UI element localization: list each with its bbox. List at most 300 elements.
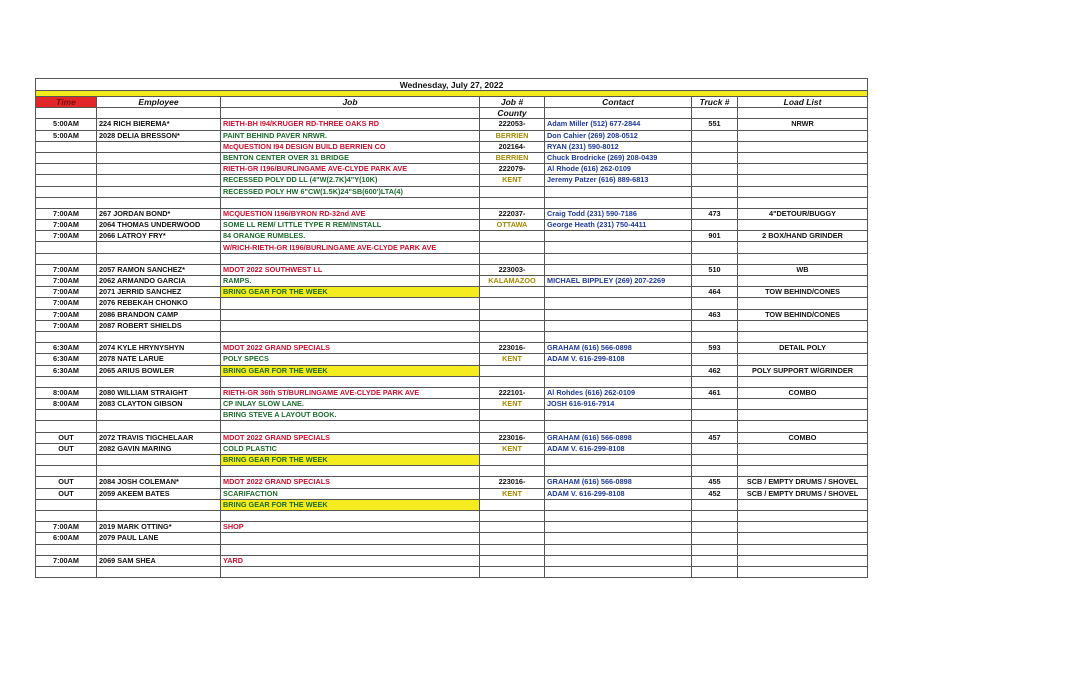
job-number-cell: 222101- [480, 387, 545, 398]
job-number-cell: KENT [480, 488, 545, 499]
table-row [36, 119, 868, 130]
job-cell: 84 ORANGE RUMBLES. [221, 231, 480, 242]
table-row [36, 320, 868, 331]
truck-cell [692, 175, 738, 186]
job-number-cell [480, 365, 545, 376]
table-row [36, 455, 868, 466]
time-cell [36, 466, 97, 477]
table-row [36, 309, 868, 320]
load-list-cell [738, 141, 868, 152]
employee-cell: 2066 LATROY FRY* [97, 231, 221, 242]
truck-cell [692, 466, 738, 477]
load-list-cell [738, 399, 868, 410]
contact-cell [545, 264, 692, 275]
spacer-row [36, 510, 868, 521]
truck-cell [692, 376, 738, 387]
job-number-cell: 222037- [480, 208, 545, 219]
truck-cell [692, 197, 738, 208]
load-list-cell: SCB / EMPTY DRUMS / SHOVEL [738, 477, 868, 488]
job-number-cell: 223016- [480, 477, 545, 488]
employee-cell [97, 410, 221, 421]
load-list-cell: DETAIL POLY [738, 343, 868, 354]
load-list-cell [738, 533, 868, 544]
header-contact: Contact [545, 97, 692, 108]
job-cell: RIETH-GR 36th ST/BURLINGAME AVE-CLYDE PARK AVE [221, 387, 480, 398]
truck-cell: 901 [692, 231, 738, 242]
contact-cell: Jeremy Patzer (616) 889-6813 [545, 175, 692, 186]
load-list-cell: POLY SUPPORT W/GRINDER [738, 365, 868, 376]
employee-cell: 2079 PAUL LANE [97, 533, 221, 544]
load-list-cell: 4"DETOUR/BUGGY [738, 208, 868, 219]
time-cell: 8:00AM [36, 399, 97, 410]
employee-cell: 2028 DELIA BRESSON* [97, 130, 221, 141]
contact-cell: ADAM V. 616-299-8108 [545, 354, 692, 365]
truck-cell: 464 [692, 287, 738, 298]
subheader-blank [738, 108, 868, 119]
employee-cell: 2074 KYLE HRYNYSHYN [97, 343, 221, 354]
job-cell [221, 298, 480, 309]
job-number-cell: 202164- [480, 141, 545, 152]
job-number-cell [480, 410, 545, 421]
time-cell: 7:00AM [36, 231, 97, 242]
load-list-cell [738, 186, 868, 197]
contact-cell [545, 309, 692, 320]
employee-cell: 2071 JERRID SANCHEZ [97, 287, 221, 298]
truck-cell [692, 253, 738, 264]
contact-cell: MICHAEL BIPPLEY (269) 207-2269 [545, 276, 692, 287]
truck-cell: 593 [692, 343, 738, 354]
truck-cell: 463 [692, 309, 738, 320]
employee-cell [97, 186, 221, 197]
truck-cell [692, 276, 738, 287]
contact-cell: Chuck Brodricke (269) 208-0439 [545, 152, 692, 163]
job-cell [221, 533, 480, 544]
load-list-cell: TOW BEHIND/CONES [738, 309, 868, 320]
time-cell [36, 499, 97, 510]
header-job: Job [221, 97, 480, 108]
load-list-cell: NRWR [738, 119, 868, 130]
table-row [36, 477, 868, 488]
spacer-row [36, 197, 868, 208]
load-list-cell [738, 253, 868, 264]
truck-cell [692, 220, 738, 231]
contact-cell: Adam Miller (512) 677-2844 [545, 119, 692, 130]
table-row [36, 432, 868, 443]
table-row [36, 152, 868, 163]
job-cell [221, 376, 480, 387]
truck-cell [692, 555, 738, 566]
contact-cell [545, 455, 692, 466]
spacer-row [36, 421, 868, 432]
job-cell [221, 331, 480, 342]
load-list-cell [738, 555, 868, 566]
load-list-cell: WB [738, 264, 868, 275]
job-cell: YARD [221, 555, 480, 566]
job-cell [221, 510, 480, 521]
load-list-cell: 2 BOX/HAND GRINDER [738, 231, 868, 242]
contact-cell [545, 533, 692, 544]
employee-cell: 2078 NATE LARUE [97, 354, 221, 365]
contact-cell [545, 566, 692, 577]
time-cell [36, 253, 97, 264]
truck-cell: 551 [692, 119, 738, 130]
job-number-cell [480, 242, 545, 253]
header-load-list: Load List [738, 97, 868, 108]
job-number-cell [480, 231, 545, 242]
load-list-cell [738, 499, 868, 510]
job-number-cell: KENT [480, 443, 545, 454]
job-number-cell [480, 555, 545, 566]
table-row [36, 533, 868, 544]
job-number-cell: BERRIEN [480, 152, 545, 163]
truck-cell: 461 [692, 387, 738, 398]
load-list-cell [738, 220, 868, 231]
contact-cell [545, 242, 692, 253]
table-row [36, 522, 868, 533]
contact-cell: Don Cahier (269) 208-0512 [545, 130, 692, 141]
job-cell [221, 253, 480, 264]
truck-cell [692, 320, 738, 331]
employee-cell: 2082 GAVIN MARING [97, 443, 221, 454]
schedule-title: Wednesday, July 27, 2022 [36, 79, 868, 91]
employee-cell [97, 141, 221, 152]
time-cell: OUT [36, 443, 97, 454]
contact-cell: Al Rhode (616) 262-0109 [545, 164, 692, 175]
contact-cell: GRAHAM (616) 566-0898 [545, 477, 692, 488]
job-number-cell [480, 186, 545, 197]
truck-cell [692, 399, 738, 410]
contact-cell [545, 499, 692, 510]
table-row [36, 443, 868, 454]
contact-cell [545, 253, 692, 264]
load-list-cell [738, 544, 868, 555]
contact-cell [545, 365, 692, 376]
truck-cell [692, 510, 738, 521]
spacer-row [36, 466, 868, 477]
contact-cell: GRAHAM (616) 566-0898 [545, 432, 692, 443]
load-list-cell [738, 164, 868, 175]
time-cell: 7:00AM [36, 555, 97, 566]
truck-cell [692, 152, 738, 163]
contact-cell [545, 410, 692, 421]
truck-cell [692, 421, 738, 432]
time-cell: 7:00AM [36, 276, 97, 287]
time-cell: 7:00AM [36, 208, 97, 219]
contact-cell [545, 331, 692, 342]
time-cell [36, 197, 97, 208]
spacer-row [36, 376, 868, 387]
employee-cell [97, 499, 221, 510]
time-cell [36, 455, 97, 466]
employee-cell: 224 RICH BIEREMA* [97, 119, 221, 130]
time-cell [36, 186, 97, 197]
table-row [36, 264, 868, 275]
employee-cell [97, 455, 221, 466]
employee-cell [97, 253, 221, 264]
employee-cell: 2059 AKEEM BATES [97, 488, 221, 499]
truck-cell [692, 130, 738, 141]
job-number-cell [480, 421, 545, 432]
load-list-cell [738, 152, 868, 163]
subheader-blank [221, 108, 480, 119]
job-number-cell [480, 522, 545, 533]
job-cell: MDOT 2022 GRAND SPECIALS [221, 432, 480, 443]
employee-cell: 2065 ARIUS BOWLER [97, 365, 221, 376]
table-row [36, 276, 868, 287]
table-row [36, 410, 868, 421]
job-cell: CP INLAY SLOW LANE. [221, 399, 480, 410]
job-cell: MDOT 2022 SOUTHWEST LL [221, 264, 480, 275]
job-cell: MCQUESTION I196/BYRON RD-32nd AVE [221, 208, 480, 219]
time-cell: 6:30AM [36, 354, 97, 365]
contact-cell [545, 320, 692, 331]
employee-cell: 2057 RAMON SANCHEZ* [97, 264, 221, 275]
job-cell: MDOT 2022 GRAND SPECIALS [221, 343, 480, 354]
truck-cell [692, 141, 738, 152]
subheader-blank [97, 108, 221, 119]
employee-cell: 2064 THOMAS UNDERWOOD [97, 220, 221, 231]
job-number-cell: 223016- [480, 343, 545, 354]
spacer-row [36, 253, 868, 264]
job-cell: MDOT 2022 GRAND SPECIALS [221, 477, 480, 488]
load-list-cell: SCB / EMPTY DRUMS / SHOVEL [738, 488, 868, 499]
employee-cell [97, 197, 221, 208]
time-cell: 7:00AM [36, 309, 97, 320]
load-list-cell [738, 354, 868, 365]
time-cell [36, 242, 97, 253]
employee-cell: 267 JORDAN BOND* [97, 208, 221, 219]
subheader-blank [545, 108, 692, 119]
job-number-cell: KENT [480, 175, 545, 186]
time-cell: 7:00AM [36, 320, 97, 331]
job-cell: BRING GEAR FOR THE WEEK [221, 365, 480, 376]
job-number-cell [480, 253, 545, 264]
spacer-row [36, 331, 868, 342]
job-cell: RECESSED POLY HW 6"CW(1.5K)24"SB(600')LTA(4) [221, 186, 480, 197]
employee-cell [97, 175, 221, 186]
truck-cell [692, 164, 738, 175]
job-cell: BRING GEAR FOR THE WEEK [221, 287, 480, 298]
table-row [36, 298, 868, 309]
table-row [36, 208, 868, 219]
contact-cell [545, 466, 692, 477]
header-county: County [480, 108, 545, 119]
table-row [36, 365, 868, 376]
table-row [36, 287, 868, 298]
truck-cell [692, 186, 738, 197]
job-cell: BENTON CENTER OVER 31 BRIDGE [221, 152, 480, 163]
time-cell [36, 331, 97, 342]
employee-cell [97, 421, 221, 432]
job-cell: BRING STEVE A LAYOUT BOOK. [221, 410, 480, 421]
load-list-cell: TOW BEHIND/CONES [738, 287, 868, 298]
employee-cell: 2086 BRANDON CAMP [97, 309, 221, 320]
contact-cell: GRAHAM (616) 566-0898 [545, 343, 692, 354]
contact-cell [545, 555, 692, 566]
load-list-cell: COMBO [738, 432, 868, 443]
job-cell [221, 466, 480, 477]
job-cell [221, 566, 480, 577]
subheader-blank [692, 108, 738, 119]
load-list-cell [738, 130, 868, 141]
job-number-cell [480, 533, 545, 544]
employee-cell: 2084 JOSH COLEMAN* [97, 477, 221, 488]
table-row [36, 164, 868, 175]
spacer-row [36, 566, 868, 577]
load-list-cell [738, 197, 868, 208]
time-cell [36, 421, 97, 432]
truck-cell: 510 [692, 264, 738, 275]
load-list-cell [738, 522, 868, 533]
load-list-cell [738, 455, 868, 466]
schedule-table [35, 78, 868, 578]
truck-cell: 462 [692, 365, 738, 376]
load-list-cell [738, 566, 868, 577]
contact-cell: JOSH 616-916-7914 [545, 399, 692, 410]
job-number-cell [480, 298, 545, 309]
contact-cell [545, 197, 692, 208]
time-cell: 5:00AM [36, 130, 97, 141]
contact-cell [545, 544, 692, 555]
truck-cell [692, 522, 738, 533]
time-cell: 7:00AM [36, 287, 97, 298]
time-cell: 6:00AM [36, 533, 97, 544]
spacer-row [36, 544, 868, 555]
time-cell [36, 152, 97, 163]
table-row [36, 130, 868, 141]
employee-cell: 2080 WILLIAM STRAIGHT [97, 387, 221, 398]
load-list-cell [738, 510, 868, 521]
employee-cell [97, 331, 221, 342]
time-cell: 6:30AM [36, 343, 97, 354]
time-cell: 6:30AM [36, 365, 97, 376]
job-number-cell [480, 499, 545, 510]
job-cell: SHOP [221, 522, 480, 533]
job-cell: RIETH-BH I94/KRUGER RD-THREE OAKS RD [221, 119, 480, 130]
job-number-cell: KENT [480, 399, 545, 410]
job-cell: RIETH-GR I196/BURLINGAME AVE-CLYDE PARK AVE [221, 164, 480, 175]
job-number-cell [480, 376, 545, 387]
table-row [36, 242, 868, 253]
time-cell [36, 164, 97, 175]
table-row [36, 555, 868, 566]
time-cell [36, 544, 97, 555]
employee-cell [97, 376, 221, 387]
truck-cell: 473 [692, 208, 738, 219]
employee-cell: 2076 REBEKAH CHONKO [97, 298, 221, 309]
job-cell: BRING GEAR FOR THE WEEK [221, 499, 480, 510]
table-row [36, 354, 868, 365]
load-list-cell [738, 276, 868, 287]
table-row [36, 488, 868, 499]
contact-cell: Al Rohdes (616) 262-0109 [545, 387, 692, 398]
job-cell: SOME LL REM/ LITTLE TYPE R REM/INSTALL [221, 220, 480, 231]
truck-cell: 452 [692, 488, 738, 499]
truck-cell [692, 354, 738, 365]
contact-cell: ADAM V. 616-299-8108 [545, 443, 692, 454]
job-number-cell: 222079- [480, 164, 545, 175]
load-list-cell: COMBO [738, 387, 868, 398]
truck-cell [692, 499, 738, 510]
contact-cell [545, 522, 692, 533]
contact-cell [545, 298, 692, 309]
job-number-cell [480, 455, 545, 466]
time-cell [36, 376, 97, 387]
job-number-cell: 223016- [480, 432, 545, 443]
job-cell: BRING GEAR FOR THE WEEK [221, 455, 480, 466]
time-cell: OUT [36, 477, 97, 488]
contact-cell: RYAN (231) 590-8012 [545, 141, 692, 152]
job-number-cell [480, 510, 545, 521]
job-cell: COLD PLASTIC [221, 443, 480, 454]
header-truck: Truck # [692, 97, 738, 108]
truck-cell [692, 443, 738, 454]
load-list-cell [738, 421, 868, 432]
table-row [36, 175, 868, 186]
table-row [36, 499, 868, 510]
time-cell: 7:00AM [36, 220, 97, 231]
employee-cell [97, 544, 221, 555]
time-cell [36, 410, 97, 421]
job-number-cell: 222053- [480, 119, 545, 130]
table-row [36, 231, 868, 242]
employee-cell [97, 566, 221, 577]
time-cell: OUT [36, 432, 97, 443]
job-cell [221, 309, 480, 320]
job-cell [221, 421, 480, 432]
job-number-cell: BERRIEN [480, 130, 545, 141]
time-cell [36, 175, 97, 186]
truck-cell: 457 [692, 432, 738, 443]
job-number-cell: OTTAWA [480, 220, 545, 231]
employee-cell: 2072 TRAVIS TIGCHELAAR [97, 432, 221, 443]
time-cell [36, 141, 97, 152]
job-cell: RAMPS. [221, 276, 480, 287]
table-row [36, 399, 868, 410]
load-list-cell [738, 443, 868, 454]
truck-cell [692, 533, 738, 544]
employee-cell: 2069 SAM SHEA [97, 555, 221, 566]
employee-cell: 2062 ARMANDO GARCIA [97, 276, 221, 287]
job-cell: PAINT BEHIND PAVER NRWR. [221, 130, 480, 141]
load-list-cell [738, 242, 868, 253]
header-employee: Employee [97, 97, 221, 108]
truck-cell [692, 242, 738, 253]
job-number-cell [480, 287, 545, 298]
time-cell: 7:00AM [36, 298, 97, 309]
employee-cell [97, 510, 221, 521]
load-list-cell [738, 331, 868, 342]
subheader-blank [36, 108, 97, 119]
job-cell [221, 544, 480, 555]
contact-cell [545, 186, 692, 197]
truck-cell [692, 331, 738, 342]
employee-cell: 2087 ROBERT SHIELDS [97, 320, 221, 331]
truck-cell [692, 566, 738, 577]
load-list-cell [738, 466, 868, 477]
header-row [36, 97, 868, 108]
schedule-sheet [35, 78, 867, 578]
job-cell [221, 197, 480, 208]
job-cell: SCARIFACTION [221, 488, 480, 499]
job-number-cell [480, 544, 545, 555]
job-number-cell: KALAMAZOO [480, 276, 545, 287]
truck-cell [692, 544, 738, 555]
header-job-number: Job # [480, 97, 545, 108]
table-row [36, 220, 868, 231]
job-number-cell: 223003- [480, 264, 545, 275]
truck-cell: 455 [692, 477, 738, 488]
